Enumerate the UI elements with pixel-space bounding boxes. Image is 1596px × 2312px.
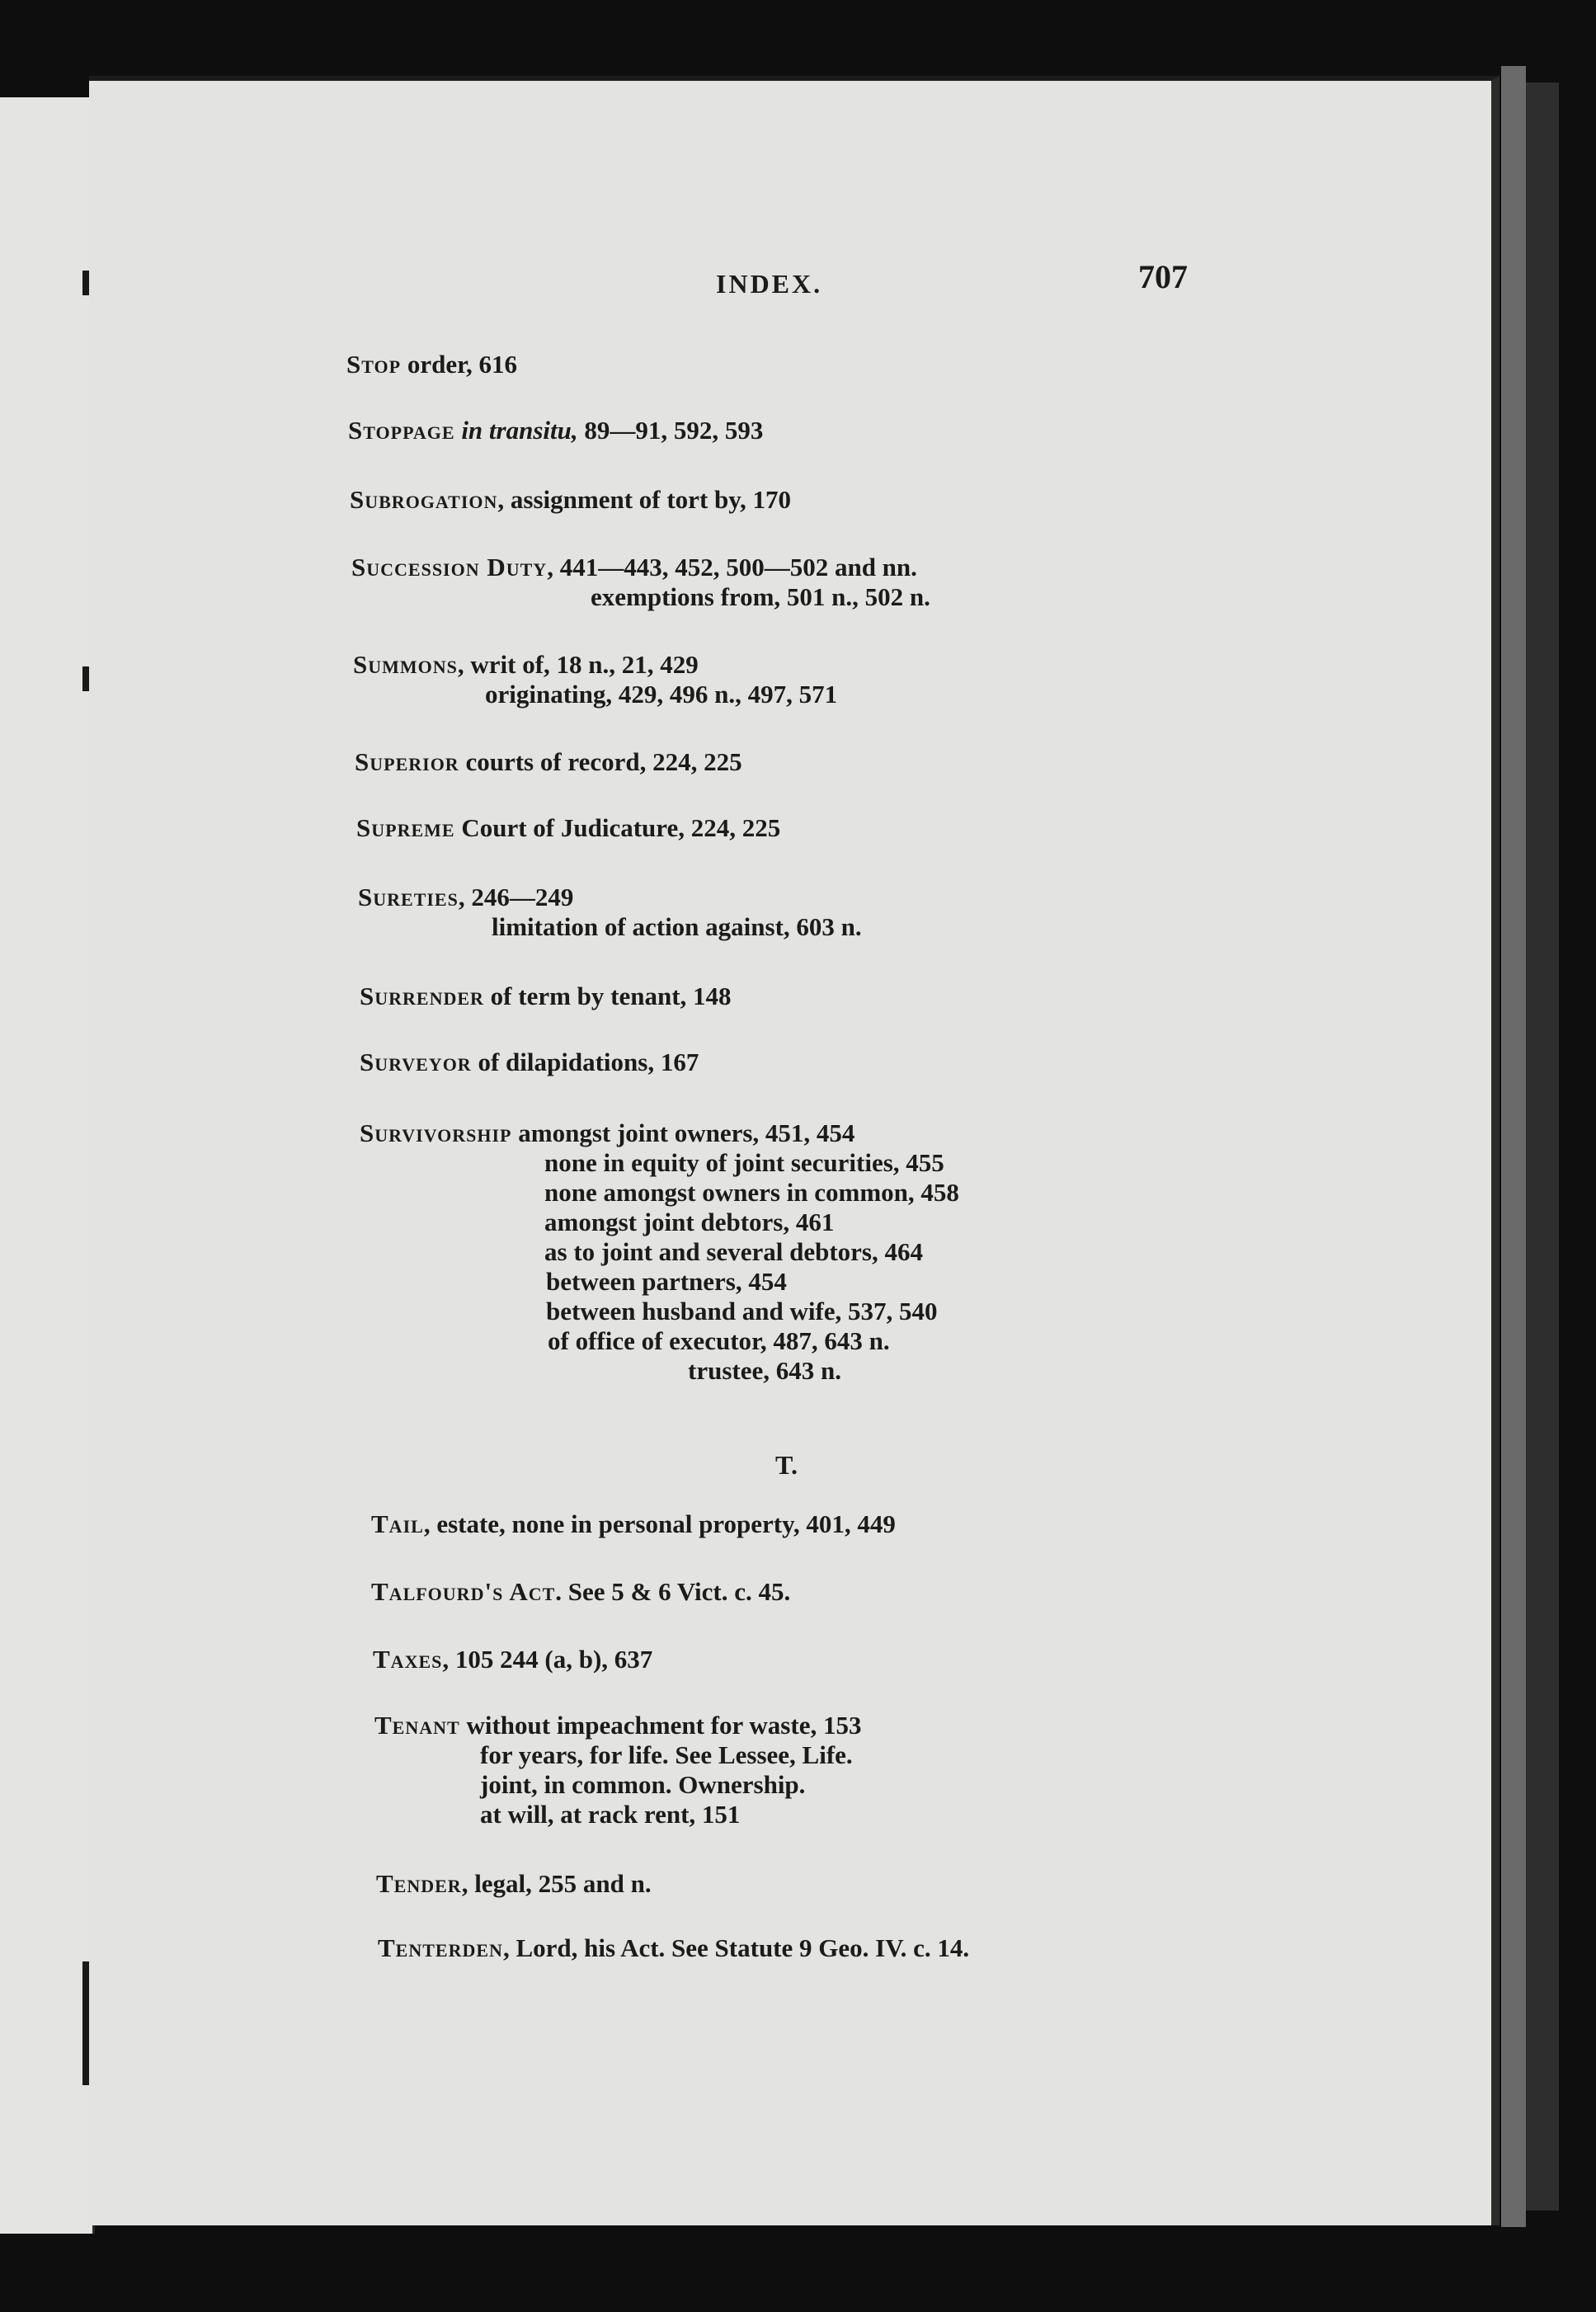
entry-head: Stoppage bbox=[348, 416, 455, 445]
entry-head: Superior bbox=[355, 747, 459, 776]
entry-subline: none amongst owners in common, 458 bbox=[544, 1178, 959, 1207]
entry-text: , Lord, his Act. See Statute 9 Geo. IV. c. 14. bbox=[502, 1933, 970, 1962]
index-entry bbox=[371, 1509, 896, 1539]
entry-head: Stop bbox=[346, 350, 402, 379]
entry-head: Supreme bbox=[356, 813, 455, 842]
entry-text: . See 5 & 6 Vict. c. 45. bbox=[555, 1577, 791, 1606]
index-entry bbox=[360, 982, 732, 1011]
entry-text: , 441—443, 452, 500—502 and nn. bbox=[547, 553, 917, 582]
index-entry bbox=[348, 416, 763, 445]
entry-text: , 246—249 bbox=[458, 883, 574, 911]
entry-subline: joint, in common. Ownership. bbox=[480, 1770, 806, 1799]
entry-head: Tail bbox=[371, 1509, 424, 1538]
index-entry bbox=[360, 1118, 959, 1386]
entry-head: Succession Duty bbox=[351, 553, 548, 582]
entry-text: , writ of, 18 n., 21, 429 bbox=[457, 650, 699, 679]
entry-subline: limitation of action against, 603 n. bbox=[492, 912, 862, 941]
entry-head: Summons bbox=[353, 650, 458, 679]
index-entry bbox=[346, 350, 517, 379]
index-entry bbox=[378, 1933, 969, 1963]
running-head: INDEX. bbox=[716, 269, 823, 299]
entry-text: of dilapidations, 167 bbox=[471, 1048, 699, 1076]
entry-subline: as to joint and several debtors, 464 bbox=[544, 1237, 923, 1266]
entry-text: , 105 244 (a, b), 637 bbox=[442, 1645, 653, 1674]
left-page-edge bbox=[0, 97, 95, 2234]
entry-text: 89—91, 592, 593 bbox=[577, 416, 764, 445]
index-entry bbox=[355, 747, 742, 777]
entry-subline: amongst joint debtors, 461 bbox=[544, 1208, 835, 1236]
entry-head: Subrogation bbox=[350, 485, 498, 514]
index-entry bbox=[358, 883, 862, 942]
index-entry bbox=[351, 553, 930, 612]
entry-subline: of office of executor, 487, 643 n. bbox=[548, 1326, 890, 1355]
entry-subline: at will, at rack rent, 151 bbox=[480, 1800, 741, 1829]
entry-head: Surveyor bbox=[360, 1048, 472, 1076]
entry-head: Tenant bbox=[374, 1711, 460, 1740]
index-entry bbox=[374, 1711, 861, 1829]
index-entry bbox=[376, 1869, 652, 1899]
right-page-edge bbox=[1501, 66, 1526, 2227]
entry-text: , legal, 255 and n. bbox=[461, 1869, 652, 1898]
entry-head: Surrender bbox=[360, 982, 484, 1010]
entry-text: amongst joint owners, 451, 454 bbox=[511, 1118, 855, 1147]
entry-subline: trustee, 643 n. bbox=[688, 1356, 841, 1385]
entry-head: Sureties bbox=[358, 883, 459, 911]
section-letter: T. bbox=[775, 1450, 798, 1480]
binding-mark bbox=[82, 1961, 89, 2085]
entry-text: courts of record, 224, 225 bbox=[459, 747, 742, 776]
entry-text: without impeachment for waste, 153 bbox=[459, 1711, 862, 1740]
entry-text: of term by tenant, 148 bbox=[483, 982, 732, 1010]
entry-text: , estate, none in personal property, 401, 449 bbox=[423, 1509, 896, 1538]
book-cover-edge bbox=[1526, 82, 1559, 2211]
binding-mark bbox=[82, 271, 89, 295]
entry-text: , assignment of tort by, 170 bbox=[497, 485, 792, 514]
entry-text: Court of Judicature, 224, 225 bbox=[454, 813, 781, 842]
entry-head: Talfourd's Act bbox=[371, 1577, 556, 1606]
entry-text: order, 616 bbox=[401, 350, 518, 379]
entry-head: Taxes bbox=[373, 1645, 443, 1674]
entry-subline: for years, for life. See Lessee, Life. bbox=[480, 1740, 853, 1769]
entry-head: Tenterden bbox=[378, 1933, 503, 1962]
index-entry bbox=[360, 1048, 699, 1077]
entry-subline: exemptions from, 501 n., 502 n. bbox=[591, 582, 930, 611]
entry-head: Tender bbox=[376, 1869, 462, 1898]
index-entry bbox=[353, 650, 837, 709]
entry-subline: between husband and wife, 537, 540 bbox=[546, 1297, 938, 1326]
binding-mark bbox=[82, 666, 89, 691]
entry-subline: originating, 429, 496 n., 497, 571 bbox=[485, 680, 838, 709]
index-entry bbox=[371, 1577, 790, 1607]
entry-subline: none in equity of joint securities, 455 bbox=[544, 1148, 944, 1177]
index-entry bbox=[356, 813, 780, 843]
entry-subline: between partners, 454 bbox=[546, 1267, 787, 1296]
entry-italic: in transitu, bbox=[454, 416, 578, 445]
index-entry bbox=[373, 1645, 652, 1674]
entry-head: Survivorship bbox=[360, 1118, 512, 1147]
index-entry bbox=[350, 485, 791, 515]
page-number: 707 bbox=[1138, 258, 1188, 295]
